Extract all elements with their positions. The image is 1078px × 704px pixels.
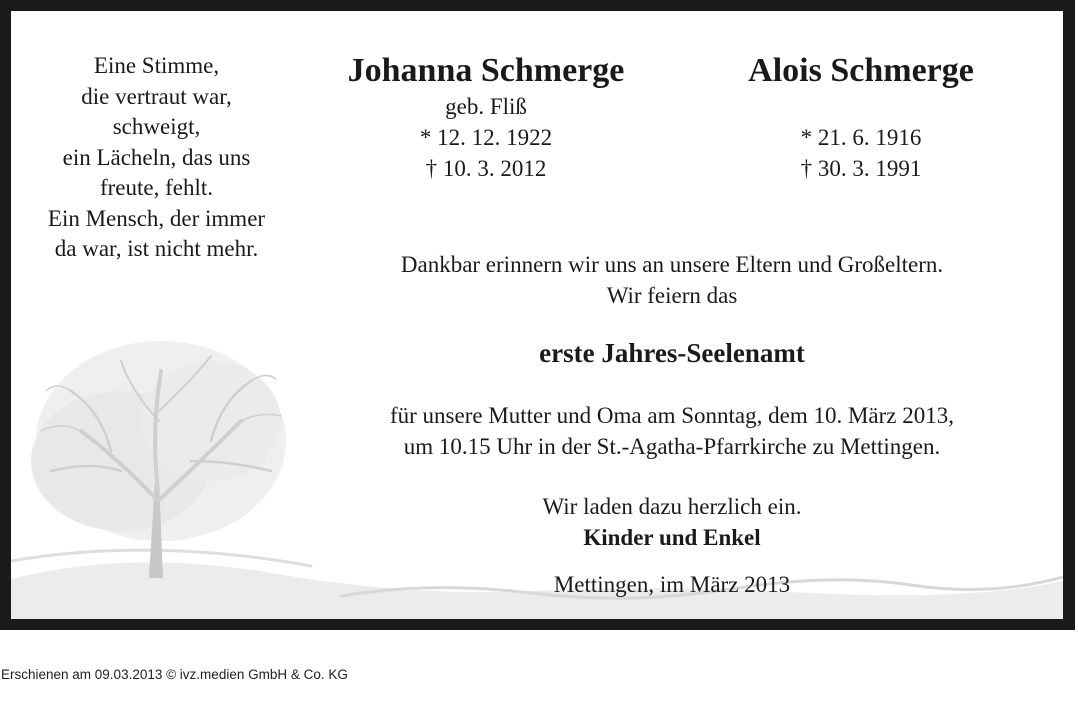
signature: Kinder und Enkel <box>583 525 761 550</box>
person-alois <box>711 51 1011 184</box>
poem-line: freute, fehlt. <box>99 175 214 200</box>
place-date-block <box>341 569 1003 600</box>
place-date: Mettingen, im März 2013 <box>553 572 791 597</box>
death-date: † 30. 3. 1991 <box>800 156 922 181</box>
detail-line: um 10.15 Uhr in der St.-Agatha-Pfarrkirche zu Mettingen. <box>403 434 941 459</box>
death-date: † 10. 3. 2012 <box>425 156 547 181</box>
poem-line: Ein Mensch, der immer <box>47 205 266 231</box>
poem-line: ein Lächeln, das uns <box>62 144 251 170</box>
event-block <box>341 336 1003 370</box>
poem-line: da war, ist nicht mehr. <box>54 236 259 261</box>
intro-line: Dankbar erinnern wir uns an unsere Eltern und Großeltern. <box>400 252 944 277</box>
publication-footer: Erschienen am 09.03.2013 © ivz.medien GmbH & Co. KG <box>1 667 348 682</box>
intro-block <box>341 249 1003 311</box>
intro-line: Wir feiern das <box>606 283 738 308</box>
birth-date: * 21. 6. 1916 <box>800 125 922 150</box>
detail-block <box>341 400 1003 462</box>
person-name: Johanna Schmerge <box>347 52 625 89</box>
detail-line: für unsere Mutter und Oma am Sonntag, dem 10. März 2013, <box>389 403 955 428</box>
obituary-card <box>11 11 1063 619</box>
birth-date: * 12. 12. 1922 <box>419 125 553 150</box>
event-title: erste Jahres-Seelenamt <box>539 338 805 368</box>
person-name: Alois Schmerge <box>748 52 974 89</box>
person-johanna <box>331 51 641 184</box>
poem-line: Eine Stimme, <box>93 53 220 78</box>
spacer-line <box>711 91 1011 122</box>
invite-line: Wir laden dazu herzlich ein. <box>542 494 802 519</box>
poem-line: schweigt, <box>112 114 201 139</box>
memorial-poem <box>29 51 284 265</box>
invite-block <box>341 491 1003 553</box>
poem-line: die vertraut war, <box>81 83 232 109</box>
maiden-name: geb. Fliß <box>445 94 527 119</box>
